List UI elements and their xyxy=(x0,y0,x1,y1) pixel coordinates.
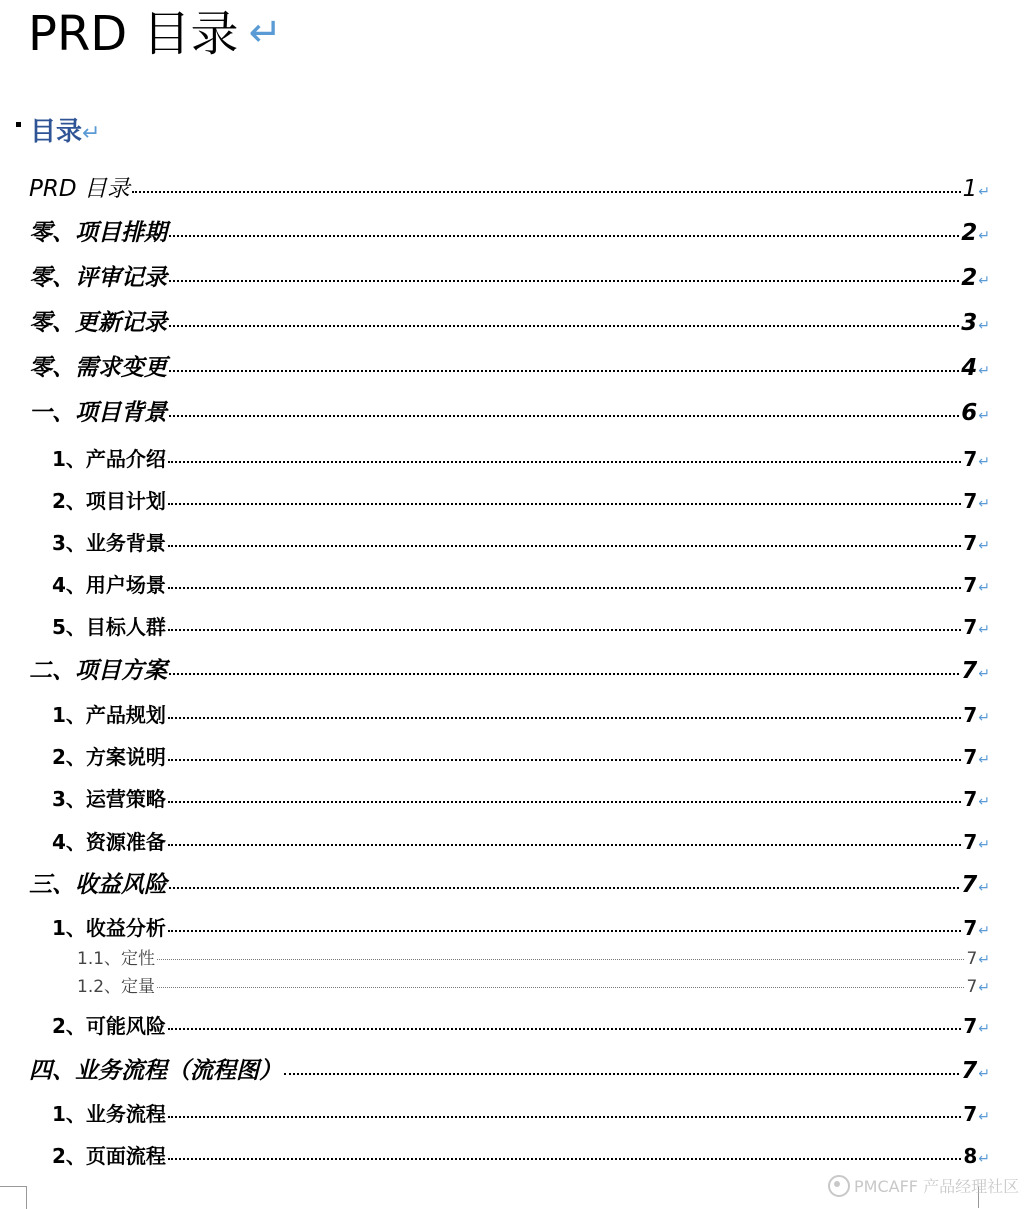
toc-entry-requirement-change[interactable] xyxy=(29,349,990,382)
paragraph-mark-icon: ↵ xyxy=(978,318,990,334)
paragraph-mark-icon: ↵ xyxy=(978,666,990,682)
toc-entry-label: 零、评审记录 xyxy=(29,265,167,291)
toc-entry-label: PRD 目录 xyxy=(29,176,130,202)
toc-entry-target-users[interactable] xyxy=(52,611,990,640)
toc-entry-revenue-analysis[interactable] xyxy=(52,912,990,941)
paragraph-mark-icon: ↵ xyxy=(978,1066,990,1082)
toc-dot-leader xyxy=(168,461,961,463)
toc-dot-leader xyxy=(168,503,961,505)
toc-entry-label: 2、项目计划 xyxy=(52,489,166,513)
toc-entry-operation-strategy[interactable] xyxy=(52,783,990,812)
toc-entry-label: 三、收益风险 xyxy=(29,872,167,898)
toc-entry-product-intro[interactable] xyxy=(52,443,990,472)
toc-entry-label: 1.2、定量 xyxy=(77,977,156,997)
toc-dot-leader xyxy=(132,191,961,193)
toc-dot-leader xyxy=(168,1028,961,1030)
paragraph-mark-icon: ↵ xyxy=(978,184,990,200)
paragraph-mark-icon: ↵ xyxy=(978,496,990,512)
toc-dot-leader xyxy=(169,673,959,675)
toc-entry-label: 1.1、定性 xyxy=(77,949,156,969)
toc-entry-page-flow[interactable] xyxy=(52,1140,990,1169)
toc-dot-leader xyxy=(168,844,961,846)
paragraph-mark-icon: ↵ xyxy=(978,794,990,810)
toc-entry-label: 零、项目排期 xyxy=(29,220,167,246)
toc-entry-page: 7 xyxy=(963,703,978,727)
toc-entry-label: 四、业务流程（流程图） xyxy=(29,1058,282,1084)
toc-entry-label: 2、可能风险 xyxy=(52,1014,166,1038)
toc-entry-possible-risks[interactable] xyxy=(52,1010,990,1039)
paragraph-mark-icon: ↵ xyxy=(978,752,990,768)
toc-entry-page: 4 xyxy=(961,355,978,381)
toc-dot-leader xyxy=(168,1116,961,1118)
toc-entry-label: 4、资源准备 xyxy=(52,830,166,854)
toc-entry-label: 1、产品规划 xyxy=(52,703,166,727)
paragraph-mark-icon: ↵ xyxy=(978,837,990,853)
toc-heading xyxy=(30,114,100,152)
paragraph-mark-icon: ↵ xyxy=(978,538,990,554)
toc-dot-leader xyxy=(168,545,961,547)
toc-entry-schedule[interactable] xyxy=(29,214,990,247)
toc-entry-label: 二、项目方案 xyxy=(29,658,167,684)
toc-entry-page: 7 xyxy=(963,1014,978,1038)
toc-entry-label: 零、需求变更 xyxy=(29,355,167,381)
toc-entry-label: 5、目标人群 xyxy=(52,615,166,639)
toc-dot-leader xyxy=(168,629,961,631)
toc-entry-label: 1、收益分析 xyxy=(52,916,166,940)
toc-entry-business-flow-chart[interactable] xyxy=(29,1052,990,1085)
toc-entry-revenue-risk[interactable] xyxy=(29,866,990,899)
toc-entry-page: 8 xyxy=(963,1144,978,1168)
toc-entry-project-background[interactable] xyxy=(29,394,990,427)
paragraph-mark-icon: ↵ xyxy=(978,622,990,638)
paragraph-mark-icon: ↵ xyxy=(978,580,990,596)
paragraph-mark-icon: ↵ xyxy=(978,1109,990,1125)
toc-dot-leader xyxy=(168,587,961,589)
toc-heading-text: 目录 xyxy=(30,117,83,147)
paragraph-mark-icon: ↵ xyxy=(978,454,990,470)
watermark-text: PMCAFF 产品经理社区 xyxy=(854,1177,1020,1196)
toc-entry-page: 7 xyxy=(961,872,978,898)
toc-dot-leader xyxy=(169,415,959,417)
toc-entry-page: 6 xyxy=(961,400,978,426)
toc-entry-page: 2 xyxy=(961,265,978,291)
toc-entry-page: 7 xyxy=(966,977,978,997)
toc-entry-label: 4、用户场景 xyxy=(52,573,166,597)
toc-entry-page: 7 xyxy=(963,830,978,854)
paragraph-mark-icon: ↵ xyxy=(978,710,990,726)
toc-entry-page: 7 xyxy=(963,745,978,769)
toc-entry-page: 7 xyxy=(963,615,978,639)
toc-dot-leader xyxy=(168,930,961,932)
paragraph-mark-icon: ↵ xyxy=(82,121,101,146)
toc-entry-qualitative[interactable] xyxy=(77,944,990,969)
toc-entry-label: 零、更新记录 xyxy=(29,310,167,336)
heading-bullet-icon xyxy=(16,122,21,127)
toc-dot-leader xyxy=(157,987,964,988)
toc-entry-page: 7 xyxy=(963,531,978,555)
toc-entry-label: 一、项目背景 xyxy=(29,400,167,426)
toc-dot-leader xyxy=(284,1073,959,1075)
toc-entry-page: 1 xyxy=(962,176,978,202)
paragraph-mark-icon: ↵ xyxy=(978,273,990,289)
toc-entry-page: 7 xyxy=(963,1102,978,1126)
toc-entry-quantitative[interactable] xyxy=(77,972,990,997)
toc-entry-page: 7 xyxy=(963,489,978,513)
toc-entry-label: 1、产品介绍 xyxy=(52,447,166,471)
watermark xyxy=(828,1174,1019,1197)
toc-dot-leader xyxy=(168,1158,961,1160)
toc-entry-label: 2、页面流程 xyxy=(52,1144,166,1168)
paragraph-mark-icon: ↵ xyxy=(978,952,990,968)
toc-dot-leader xyxy=(168,759,961,761)
paragraph-mark-icon: ↵ xyxy=(978,1021,990,1037)
toc-dot-leader xyxy=(168,717,961,719)
toc-entry-page: 3 xyxy=(961,310,978,336)
paragraph-mark-icon: ↵ xyxy=(978,363,990,379)
paragraph-mark-icon: ↵ xyxy=(248,10,283,56)
toc-entry-page: 7 xyxy=(963,916,978,940)
toc-entry-page: 7 xyxy=(961,658,978,684)
toc-entry-page: 7 xyxy=(966,949,978,969)
toc-entry-page: 7 xyxy=(963,447,978,471)
toc-entry-update-log[interactable] xyxy=(29,304,990,337)
toc-entry-review-log[interactable] xyxy=(29,259,990,292)
toc-entry-resource-preparation[interactable] xyxy=(52,826,990,855)
toc-entry-project-plan[interactable] xyxy=(52,485,990,514)
toc-dot-leader xyxy=(169,325,959,327)
toc-entry-product-planning[interactable] xyxy=(52,699,990,728)
toc-entry-label: 1、业务流程 xyxy=(52,1102,166,1126)
document-title xyxy=(28,4,282,67)
toc-entry-business-flow[interactable] xyxy=(52,1098,990,1127)
toc-entry-label: 2、方案说明 xyxy=(52,745,166,769)
pmcaff-logo-icon xyxy=(828,1175,850,1197)
toc-entry-prd-catalog[interactable] xyxy=(29,170,990,203)
page-margin-corner-left xyxy=(0,1186,27,1209)
toc-entry-page: 7 xyxy=(963,573,978,597)
toc-entry-page: 2 xyxy=(961,220,978,246)
toc-entry-user-scenarios[interactable] xyxy=(52,569,990,598)
toc-entry-page: 7 xyxy=(961,1058,978,1084)
toc-dot-leader xyxy=(169,887,959,889)
paragraph-mark-icon: ↵ xyxy=(978,980,990,996)
paragraph-mark-icon: ↵ xyxy=(978,1151,990,1167)
toc-dot-leader xyxy=(169,280,959,282)
toc-dot-leader xyxy=(169,370,959,372)
toc-entry-business-background[interactable] xyxy=(52,527,990,556)
toc-dot-leader xyxy=(169,235,959,237)
paragraph-mark-icon: ↵ xyxy=(978,408,990,424)
toc-dot-leader xyxy=(168,801,961,803)
toc-entry-solution-description[interactable] xyxy=(52,741,990,770)
document-title-text: PRD 目录 xyxy=(28,6,239,62)
paragraph-mark-icon: ↵ xyxy=(978,228,990,244)
toc-entry-label: 3、业务背景 xyxy=(52,531,166,555)
paragraph-mark-icon: ↵ xyxy=(978,923,990,939)
toc-dot-leader xyxy=(157,959,964,960)
paragraph-mark-icon: ↵ xyxy=(978,880,990,896)
toc-entry-label: 3、运营策略 xyxy=(52,787,166,811)
toc-entry-page: 7 xyxy=(963,787,978,811)
toc-entry-project-solution[interactable] xyxy=(29,652,990,685)
